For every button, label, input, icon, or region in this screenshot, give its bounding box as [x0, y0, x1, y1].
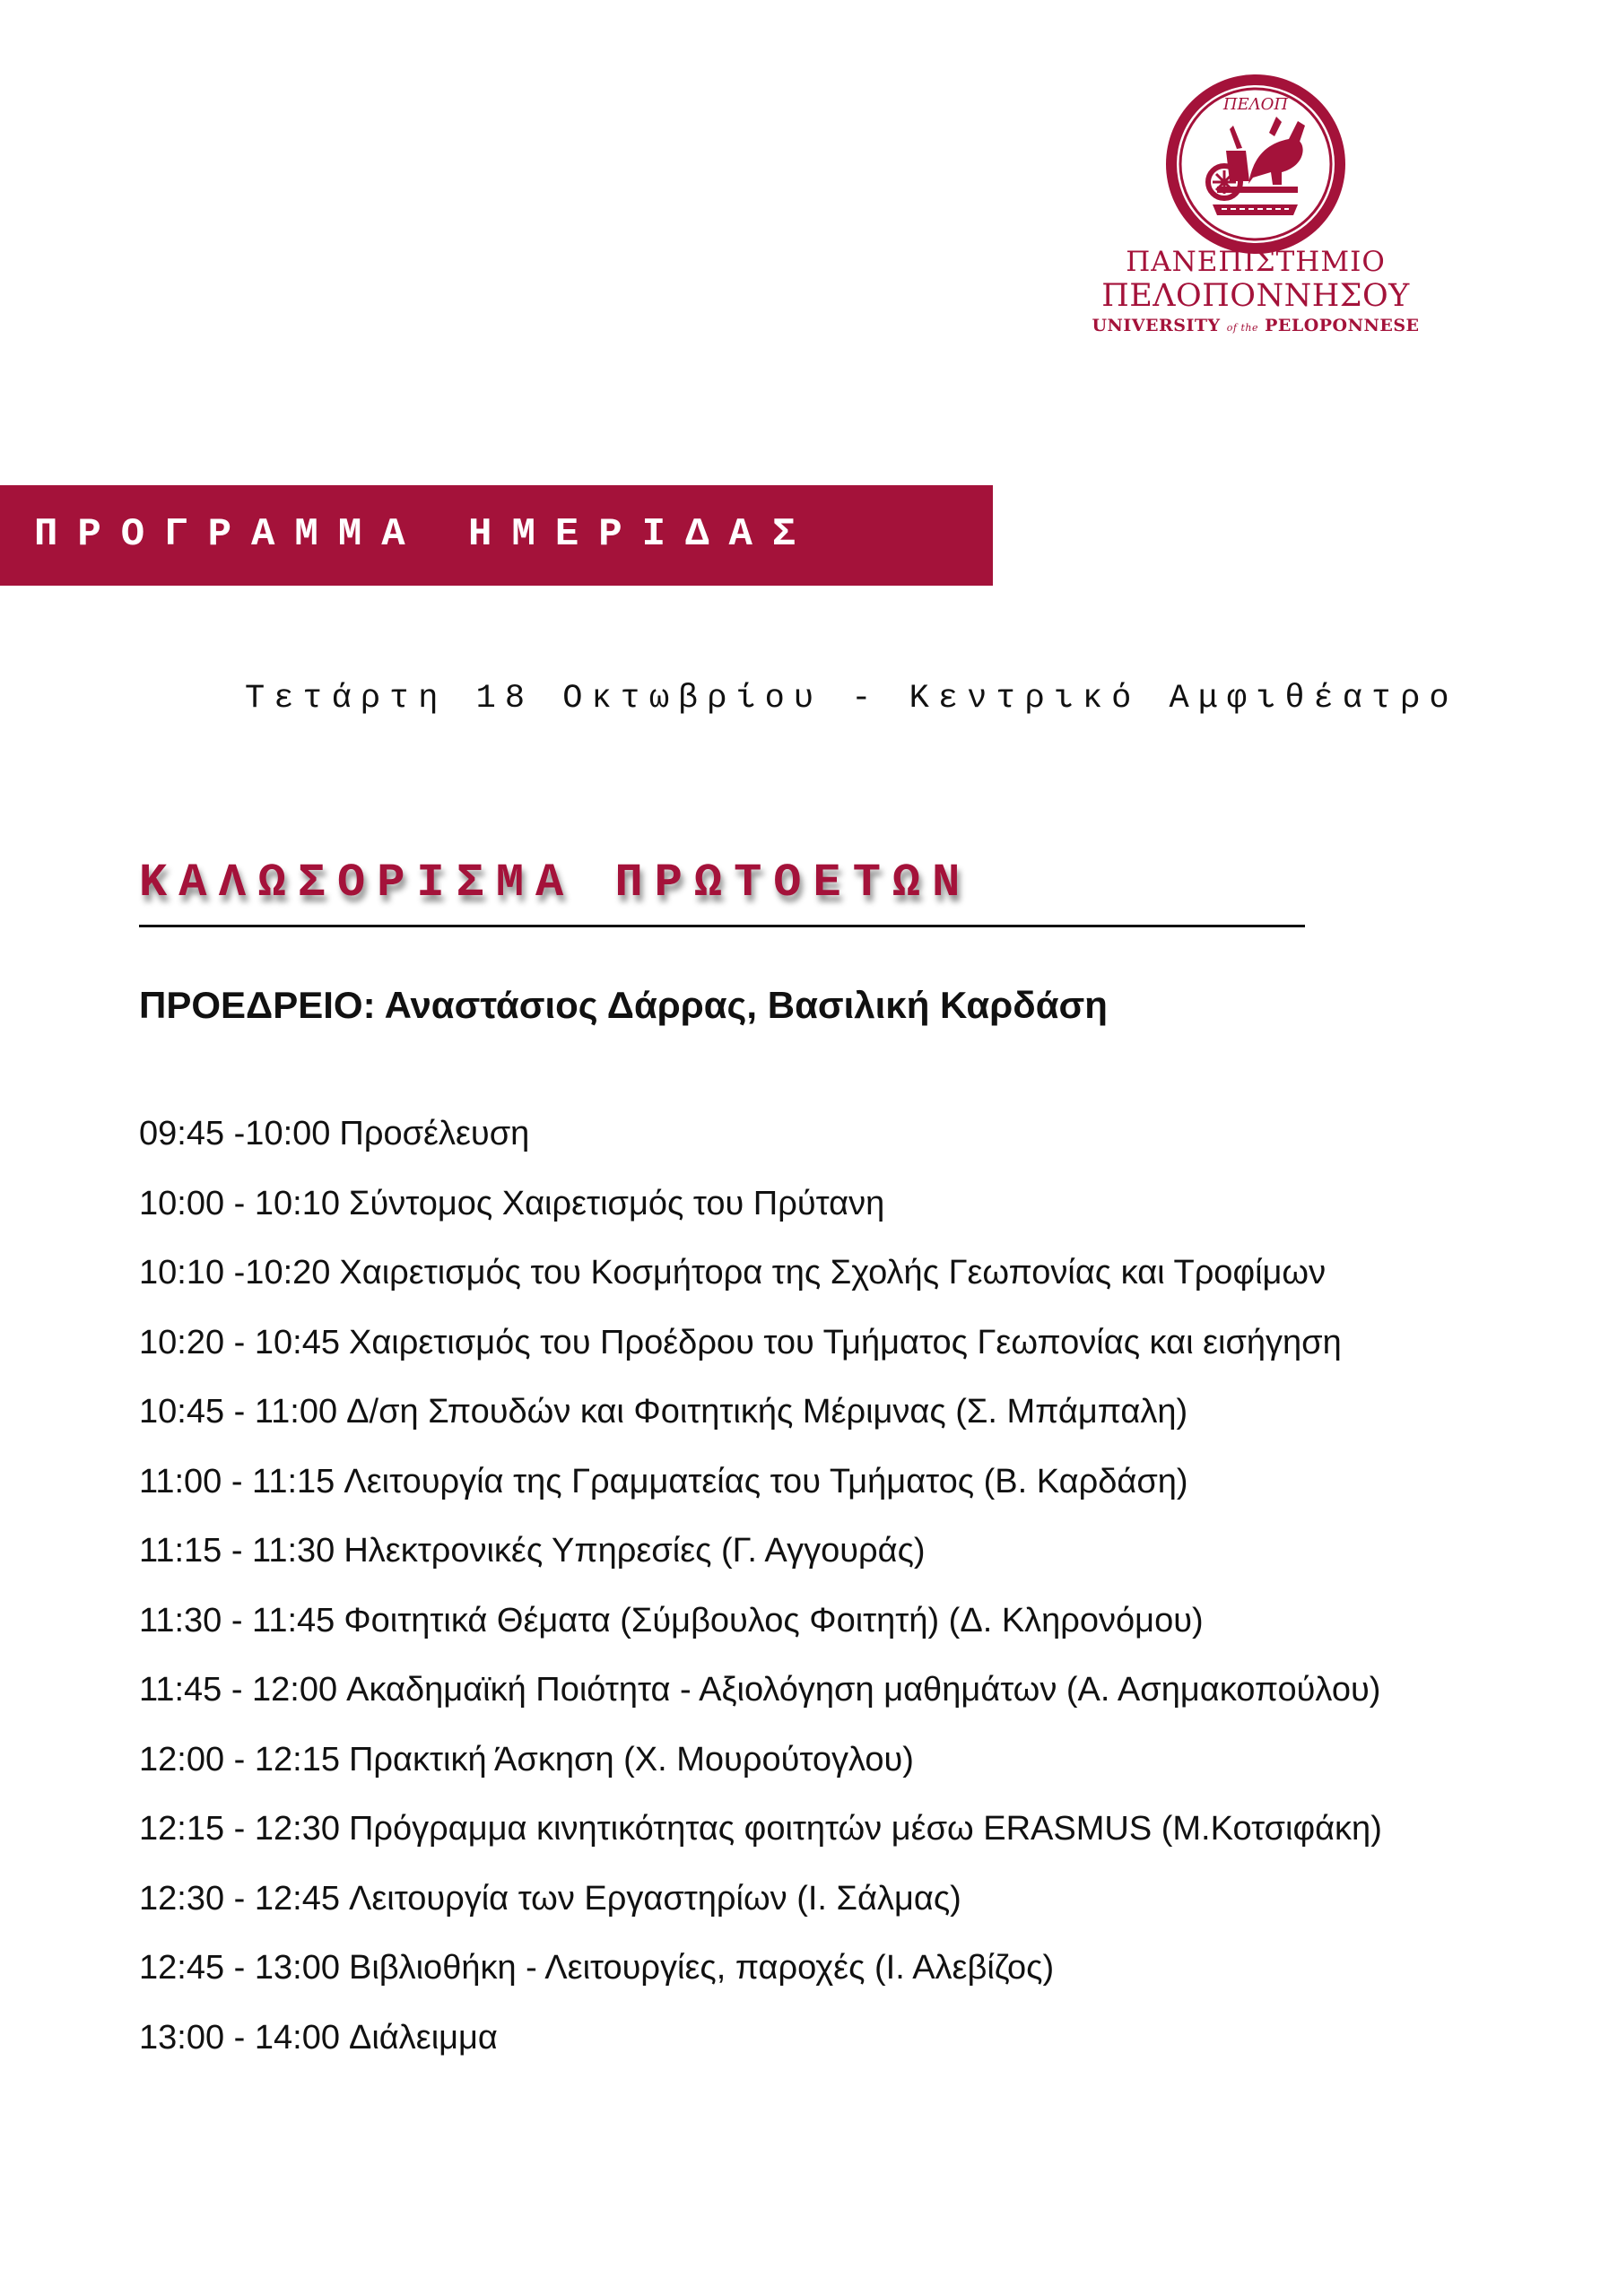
presidium-line: ΠΡΟΕΔΡΕΙΟ: Αναστάσιος Δάρρας, Βασιλική Καρδάση: [139, 984, 1108, 1026]
schedule-item: [139, 1458, 1538, 1528]
schedule-text: Φοιτητικά Θέματα (Σύμβουλος Φοιτητή) (Δ. Κληρονόμου): [344, 1601, 1204, 1639]
schedule-time: 10:00 - 10:10: [139, 1184, 340, 1222]
schedule-text: Χαιρετισμός του Κοσμήτορα της Σχολής Γεωπονίας και Τροφίμων: [339, 1254, 1327, 1292]
schedule-text: Σύντομος Χαιρετισμός του Πρύτανη: [348, 1184, 885, 1222]
section-divider: [139, 925, 1305, 927]
schedule-text: Χαιρετισμός του Προέδρου του Τμήματος Γεωπονίας και εισήγηση: [348, 1323, 1342, 1361]
schedule-time: 11:30 - 11:45: [139, 1601, 335, 1639]
schedule-time: 10:45 - 11:00: [139, 1393, 338, 1431]
schedule-text: Δ/ση Σπουδών και Φοιτητικής Μέριμνας (Σ. Μπάμπαλη): [346, 1393, 1188, 1431]
schedule-item: [139, 1736, 1538, 1806]
date-location-line: Τετάρτη 18 Οκτωβρίου - Κεντρικό Αμφιθέατρο: [245, 680, 1458, 718]
university-name-english: UNIVERSITY of the PELOPONNESE: [1092, 316, 1420, 335]
schedule-item: [139, 1180, 1538, 1250]
schedule-item: [139, 2014, 1538, 2084]
schedule-item: [139, 1666, 1538, 1736]
university-seal-icon: [1163, 72, 1348, 257]
svg-text:ΠΕΛΟΠ: ΠΕΛΟΠ: [1222, 95, 1289, 114]
university-name-line1: ΠΑΝΕΠΙΣΤΗΜΙΟ: [1126, 246, 1386, 278]
schedule-item: [139, 1249, 1538, 1319]
schedule-text: Πρόγραμμα κινητικότητας φοιτητών μέσω ERASMUS (Μ.Κοτσιφάκη): [348, 1810, 1382, 1848]
schedule-time: 13:00 - 14:00: [139, 2018, 340, 2057]
schedule-text: Ακαδημαϊκή Ποιότητα - Αξιολόγηση μαθημάτων (Α. Ασημακοπούλου): [346, 1671, 1381, 1709]
section-title: ΚΑΛΩΣΟΡΙΣΜΑ ΠΡΩΤΟΕΤΩΝ: [139, 857, 972, 909]
schedule-item: [139, 1944, 1538, 2014]
schedule-time: 12:30 - 12:45: [139, 1879, 340, 1918]
schedule-item: [139, 1388, 1538, 1458]
program-banner: [0, 485, 993, 586]
schedule-time: 12:15 - 12:30: [139, 1810, 340, 1848]
schedule-time: 10:20 - 10:45: [139, 1323, 340, 1361]
schedule-time: 11:45 - 12:00: [139, 1671, 338, 1709]
schedule-item: [139, 1597, 1538, 1667]
schedule-text: Διάλειμμα: [348, 2018, 498, 2057]
schedule-text: Βιβλιοθήκη - Λειτουργίες, παροχές (Ι. Αλεβίζος): [348, 1949, 1055, 1987]
schedule-text: Λειτουργία της Γραμματείας του Τμήματος (Β. Καρδάση): [344, 1462, 1188, 1500]
schedule-time: 11:15 - 11:30: [139, 1532, 335, 1570]
program-title: ΠΡΟΓΡΑΜΜΑ ΗΜΕΡΙΔΑΣ: [34, 512, 816, 557]
schedule-text: Προσέλευση: [339, 1115, 530, 1152]
schedule-time: 12:45 - 13:00: [139, 1949, 340, 1987]
schedule-item: [139, 1527, 1538, 1597]
schedule-list: [139, 1110, 1538, 2083]
schedule-time: 09:45 -10:00: [139, 1115, 331, 1152]
university-logo: [1076, 72, 1435, 341]
schedule-time: 10:10 -10:20: [139, 1254, 331, 1292]
schedule-text: Ηλεκτρονικές Υπηρεσίες (Γ. Αγγουράς): [344, 1532, 926, 1570]
schedule-item: [139, 1110, 1538, 1180]
schedule-time: 11:00 - 11:15: [139, 1462, 335, 1500]
schedule-text: Πρακτική Άσκηση (Χ. Μουρούτογλου): [348, 1740, 914, 1779]
schedule-item: [139, 1875, 1538, 1945]
schedule-time: 12:00 - 12:15: [139, 1740, 340, 1779]
schedule-item: [139, 1319, 1538, 1389]
university-name-line2: ΠΕΛΟΠΟΝΝΗΣΟΥ: [1101, 278, 1410, 314]
schedule-text: Λειτουργία των Εργαστηρίων (Ι. Σάλμας): [348, 1879, 961, 1918]
schedule-item: [139, 1805, 1538, 1875]
